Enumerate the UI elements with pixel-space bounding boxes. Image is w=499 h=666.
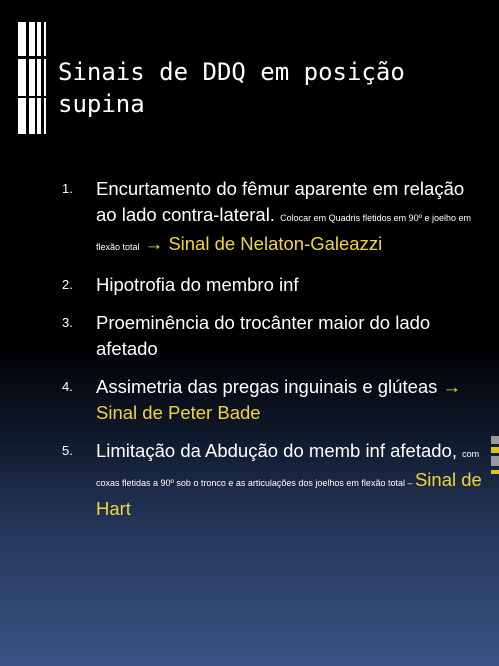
item-number: 3. [62,315,73,330]
decor-bar [29,22,35,134]
decor-bar [18,22,26,134]
item-highlight: Sinal de Peter Bade [96,402,261,423]
arrow-icon: → [437,376,462,397]
decor-bar [37,22,41,134]
list-item [54,374,486,426]
item-note: com coxas fletidas a 90º sob o tronco e as articulações dos joelhos em flexão total – [96,449,480,488]
arrow-icon: → [139,233,169,254]
item-text: Assimetria das pregas inguinais e glúteas [96,376,438,397]
decor-bar-gap [18,96,48,98]
list-item [54,272,486,298]
item-highlight: Sinal de Hart [96,469,482,519]
item-text: Proeminência do trocânter maior do lado afetado [96,312,431,359]
signs-list [54,176,486,534]
decor-bar [491,447,499,453]
list-item [54,438,486,522]
list-item [54,176,486,260]
item-note: Colocar em Quadris fletidos em 90º e joelho em flexão total [96,213,471,252]
item-text: Encurtamento do fêmur aparente em relação ao lado contra-lateral. [96,178,465,225]
slide-title: Sinais de DDQ em posição supina [58,58,405,118]
item-text: Limitação da Abdução do memb inf afetado, [96,440,463,461]
list-item [54,310,486,362]
decor-bar [491,470,499,474]
item-text: Hipotrofia do membro inf [96,274,299,295]
item-highlight: Sinal de Nelaton-Galeazzi [168,233,383,254]
decor-bar [491,436,499,444]
decor-bar-gap [18,56,48,59]
item-number: 5. [62,443,73,458]
item-number: 1. [62,181,73,196]
decor-bar [491,456,499,466]
decor-bar [44,22,46,134]
item-number: 2. [62,277,73,292]
item-number: 4. [62,379,73,394]
